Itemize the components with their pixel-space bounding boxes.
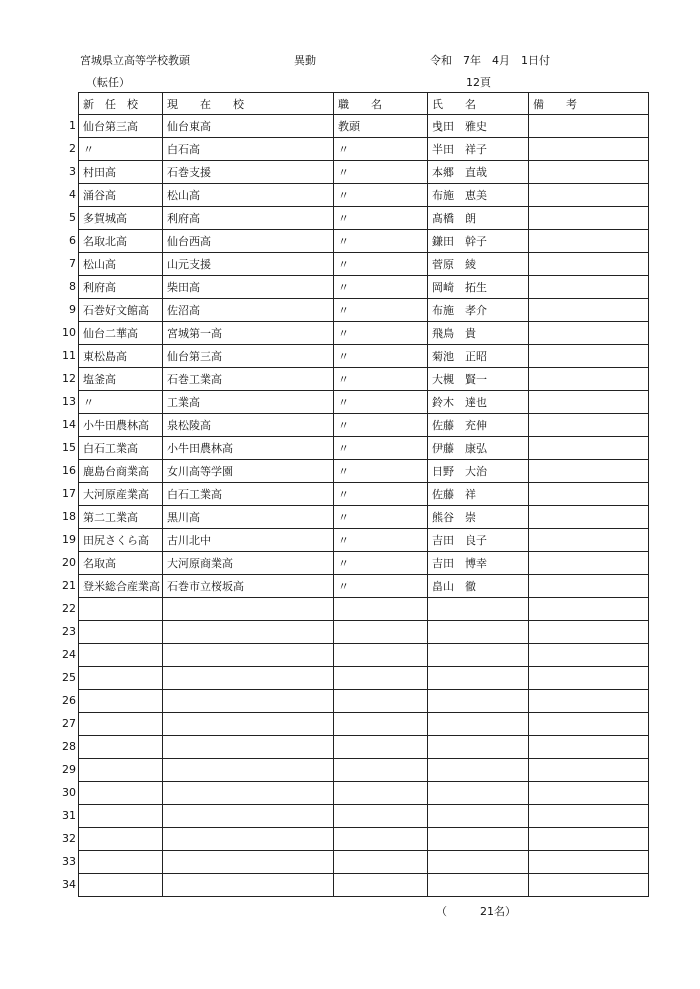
name-cell: 吉田 博幸 bbox=[428, 552, 529, 575]
position-cell: 〃 bbox=[334, 184, 428, 207]
row-number: 34 bbox=[62, 878, 76, 891]
new-school-cell: 仙台第三高 bbox=[79, 115, 163, 138]
name-cell: 畠山 徹 bbox=[428, 575, 529, 598]
new-school-cell: 松山高 bbox=[79, 253, 163, 276]
row-number: 12 bbox=[62, 372, 76, 385]
table-row bbox=[79, 552, 649, 575]
position-cell: 〃 bbox=[334, 299, 428, 322]
table-row bbox=[79, 598, 649, 621]
current-school-cell: 仙台東高 bbox=[163, 115, 334, 138]
current-school-cell bbox=[163, 713, 334, 736]
position-cell: 〃 bbox=[334, 230, 428, 253]
table-row bbox=[79, 207, 649, 230]
position-cell: 〃 bbox=[334, 460, 428, 483]
row-number: 11 bbox=[62, 349, 76, 362]
remarks-cell bbox=[529, 851, 649, 874]
name-cell: 日野 大治 bbox=[428, 460, 529, 483]
remarks-cell bbox=[529, 621, 649, 644]
new-school-cell: 大河原産業高 bbox=[79, 483, 163, 506]
name-cell: 佐藤 充伸 bbox=[428, 414, 529, 437]
new-school-cell: 第二工業高 bbox=[79, 506, 163, 529]
position-cell: 教頭 bbox=[334, 115, 428, 138]
current-school-cell: 松山高 bbox=[163, 184, 334, 207]
name-cell: 鎌田 幹子 bbox=[428, 230, 529, 253]
name-cell bbox=[428, 759, 529, 782]
row-number: 1 bbox=[69, 119, 76, 132]
effective-date: 令和 7年 4月 1日付 bbox=[430, 54, 550, 67]
current-school-cell: 佐沼高 bbox=[163, 299, 334, 322]
name-cell: 菊池 正昭 bbox=[428, 345, 529, 368]
new-school-cell: 石巻好文館高 bbox=[79, 299, 163, 322]
row-number: 13 bbox=[62, 395, 76, 408]
new-school-cell bbox=[79, 759, 163, 782]
current-school-cell bbox=[163, 621, 334, 644]
position-cell bbox=[334, 667, 428, 690]
name-cell bbox=[428, 690, 529, 713]
row-number: 7 bbox=[69, 257, 76, 270]
name-cell: 鈴木 達也 bbox=[428, 391, 529, 414]
current-school-cell: 小牛田農林高 bbox=[163, 437, 334, 460]
row-number: 28 bbox=[62, 740, 76, 753]
remarks-cell bbox=[529, 437, 649, 460]
name-cell bbox=[428, 621, 529, 644]
remarks-cell bbox=[529, 575, 649, 598]
new-school-cell bbox=[79, 644, 163, 667]
row-number: 10 bbox=[62, 326, 76, 339]
remarks-cell bbox=[529, 138, 649, 161]
table-row bbox=[79, 690, 649, 713]
current-school-cell bbox=[163, 805, 334, 828]
table-row bbox=[79, 299, 649, 322]
remarks-cell bbox=[529, 598, 649, 621]
name-cell bbox=[428, 598, 529, 621]
table-row bbox=[79, 345, 649, 368]
remarks-cell bbox=[529, 345, 649, 368]
column-header-new-school: 新 任 校 bbox=[79, 93, 163, 115]
position-cell bbox=[334, 874, 428, 897]
name-cell: 佐藤 祥 bbox=[428, 483, 529, 506]
table-row bbox=[79, 368, 649, 391]
remarks-cell bbox=[529, 552, 649, 575]
current-school-cell: 白石高 bbox=[163, 138, 334, 161]
row-number: 23 bbox=[62, 625, 76, 638]
table-row bbox=[79, 138, 649, 161]
current-school-cell bbox=[163, 644, 334, 667]
position-cell: 〃 bbox=[334, 345, 428, 368]
table-row bbox=[79, 276, 649, 299]
table-row bbox=[79, 851, 649, 874]
position-cell: 〃 bbox=[334, 552, 428, 575]
remarks-cell bbox=[529, 207, 649, 230]
table-row bbox=[79, 115, 649, 138]
remarks-cell bbox=[529, 736, 649, 759]
position-cell: 〃 bbox=[334, 391, 428, 414]
transfer-table bbox=[78, 92, 649, 897]
new-school-cell bbox=[79, 667, 163, 690]
name-cell: 飛鳥 貴 bbox=[428, 322, 529, 345]
column-header-name: 氏 名 bbox=[428, 93, 529, 115]
new-school-cell: 利府高 bbox=[79, 276, 163, 299]
new-school-cell: 仙台二華高 bbox=[79, 322, 163, 345]
table-row bbox=[79, 667, 649, 690]
name-cell: 大槻 賢一 bbox=[428, 368, 529, 391]
table-row bbox=[79, 828, 649, 851]
new-school-cell bbox=[79, 828, 163, 851]
remarks-cell bbox=[529, 506, 649, 529]
name-cell bbox=[428, 805, 529, 828]
remarks-cell bbox=[529, 874, 649, 897]
remarks-cell bbox=[529, 322, 649, 345]
position-cell bbox=[334, 644, 428, 667]
table-row bbox=[79, 782, 649, 805]
row-number: 8 bbox=[69, 280, 76, 293]
page-number: 12頁 bbox=[466, 76, 491, 89]
table-row bbox=[79, 391, 649, 414]
name-cell: 岡崎 拓生 bbox=[428, 276, 529, 299]
table-header-row bbox=[79, 93, 649, 115]
name-cell: 髙橋 朗 bbox=[428, 207, 529, 230]
new-school-cell: 鹿島台商業高 bbox=[79, 460, 163, 483]
row-number: 14 bbox=[62, 418, 76, 431]
name-cell bbox=[428, 782, 529, 805]
remarks-cell bbox=[529, 529, 649, 552]
row-number: 3 bbox=[69, 165, 76, 178]
remarks-cell bbox=[529, 644, 649, 667]
position-cell: 〃 bbox=[334, 506, 428, 529]
name-cell: 本郷 直哉 bbox=[428, 161, 529, 184]
row-number: 19 bbox=[62, 533, 76, 546]
new-school-cell: 〃 bbox=[79, 138, 163, 161]
table-row bbox=[79, 230, 649, 253]
position-cell: 〃 bbox=[334, 437, 428, 460]
new-school-cell bbox=[79, 598, 163, 621]
table-row bbox=[79, 161, 649, 184]
new-school-cell bbox=[79, 621, 163, 644]
position-cell: 〃 bbox=[334, 276, 428, 299]
column-header-position: 職 名 bbox=[334, 93, 428, 115]
name-cell: 熊谷 崇 bbox=[428, 506, 529, 529]
row-number: 20 bbox=[62, 556, 76, 569]
row-number: 5 bbox=[69, 211, 76, 224]
new-school-cell bbox=[79, 874, 163, 897]
position-cell bbox=[334, 782, 428, 805]
row-number: 26 bbox=[62, 694, 76, 707]
position-cell bbox=[334, 598, 428, 621]
remarks-cell bbox=[529, 230, 649, 253]
row-number: 33 bbox=[62, 855, 76, 868]
name-cell bbox=[428, 851, 529, 874]
position-cell bbox=[334, 805, 428, 828]
column-header-current-school: 現 在 校 bbox=[163, 93, 334, 115]
new-school-cell bbox=[79, 690, 163, 713]
current-school-cell: 黒川高 bbox=[163, 506, 334, 529]
remarks-cell bbox=[529, 667, 649, 690]
current-school-cell bbox=[163, 851, 334, 874]
table-row bbox=[79, 736, 649, 759]
name-cell: 曵田 雅史 bbox=[428, 115, 529, 138]
remarks-cell bbox=[529, 690, 649, 713]
new-school-cell: 登米総合産業高 bbox=[79, 575, 163, 598]
table-row bbox=[79, 253, 649, 276]
new-school-cell: 村田高 bbox=[79, 161, 163, 184]
new-school-cell: 名取北高 bbox=[79, 230, 163, 253]
remarks-cell bbox=[529, 161, 649, 184]
position-cell bbox=[334, 851, 428, 874]
remarks-cell bbox=[529, 828, 649, 851]
table-row bbox=[79, 805, 649, 828]
remarks-cell bbox=[529, 184, 649, 207]
table-row bbox=[79, 874, 649, 897]
table-row bbox=[79, 621, 649, 644]
current-school-cell: 仙台西高 bbox=[163, 230, 334, 253]
new-school-cell: 田尻さくら高 bbox=[79, 529, 163, 552]
new-school-cell bbox=[79, 851, 163, 874]
row-number: 9 bbox=[69, 303, 76, 316]
name-cell bbox=[428, 874, 529, 897]
new-school-cell: 涌谷高 bbox=[79, 184, 163, 207]
new-school-cell bbox=[79, 713, 163, 736]
current-school-cell: 石巻市立桜坂高 bbox=[163, 575, 334, 598]
current-school-cell: 白石工業高 bbox=[163, 483, 334, 506]
current-school-cell bbox=[163, 736, 334, 759]
new-school-cell: 白石工業高 bbox=[79, 437, 163, 460]
row-number: 22 bbox=[62, 602, 76, 615]
current-school-cell: 石巻支援 bbox=[163, 161, 334, 184]
current-school-cell: 泉松陵高 bbox=[163, 414, 334, 437]
remarks-cell bbox=[529, 115, 649, 138]
name-cell: 半田 祥子 bbox=[428, 138, 529, 161]
current-school-cell: 工業高 bbox=[163, 391, 334, 414]
remarks-cell bbox=[529, 805, 649, 828]
current-school-cell: 仙台第三高 bbox=[163, 345, 334, 368]
current-school-cell: 古川北中 bbox=[163, 529, 334, 552]
row-number: 21 bbox=[62, 579, 76, 592]
name-cell bbox=[428, 667, 529, 690]
position-cell: 〃 bbox=[334, 161, 428, 184]
current-school-cell: 利府高 bbox=[163, 207, 334, 230]
new-school-cell: 塩釜高 bbox=[79, 368, 163, 391]
position-cell bbox=[334, 621, 428, 644]
current-school-cell bbox=[163, 874, 334, 897]
name-cell: 菅原 綾 bbox=[428, 253, 529, 276]
remarks-cell bbox=[529, 759, 649, 782]
remarks-cell bbox=[529, 253, 649, 276]
transfer-type-label: （転任） bbox=[86, 76, 130, 89]
remarks-cell bbox=[529, 414, 649, 437]
table-row bbox=[79, 713, 649, 736]
position-cell bbox=[334, 690, 428, 713]
name-cell bbox=[428, 828, 529, 851]
table-row bbox=[79, 483, 649, 506]
row-number: 29 bbox=[62, 763, 76, 776]
row-number: 15 bbox=[62, 441, 76, 454]
remarks-cell bbox=[529, 368, 649, 391]
table-row bbox=[79, 414, 649, 437]
row-number: 18 bbox=[62, 510, 76, 523]
remarks-cell bbox=[529, 276, 649, 299]
table-row bbox=[79, 460, 649, 483]
table-row bbox=[79, 184, 649, 207]
table-row bbox=[79, 322, 649, 345]
current-school-cell: 大河原商業高 bbox=[163, 552, 334, 575]
new-school-cell bbox=[79, 736, 163, 759]
row-number: 2 bbox=[69, 142, 76, 155]
position-cell bbox=[334, 828, 428, 851]
row-number: 27 bbox=[62, 717, 76, 730]
current-school-cell: 柴田高 bbox=[163, 276, 334, 299]
row-number: 32 bbox=[62, 832, 76, 845]
new-school-cell bbox=[79, 782, 163, 805]
new-school-cell: 東松島高 bbox=[79, 345, 163, 368]
position-cell: 〃 bbox=[334, 575, 428, 598]
current-school-cell: 宮城第一高 bbox=[163, 322, 334, 345]
new-school-cell: 〃 bbox=[79, 391, 163, 414]
current-school-cell bbox=[163, 667, 334, 690]
row-number: 31 bbox=[62, 809, 76, 822]
name-cell: 伊藤 康弘 bbox=[428, 437, 529, 460]
position-cell: 〃 bbox=[334, 138, 428, 161]
position-cell: 〃 bbox=[334, 483, 428, 506]
document-title: 異動 bbox=[294, 54, 316, 67]
row-number: 17 bbox=[62, 487, 76, 500]
row-number: 24 bbox=[62, 648, 76, 661]
row-number: 4 bbox=[69, 188, 76, 201]
name-cell: 吉田 良子 bbox=[428, 529, 529, 552]
table-row bbox=[79, 575, 649, 598]
name-cell bbox=[428, 736, 529, 759]
row-number: 30 bbox=[62, 786, 76, 799]
position-cell bbox=[334, 759, 428, 782]
remarks-cell bbox=[529, 460, 649, 483]
table-row bbox=[79, 644, 649, 667]
row-number: 16 bbox=[62, 464, 76, 477]
row-number: 25 bbox=[62, 671, 76, 684]
remarks-cell bbox=[529, 713, 649, 736]
table-row bbox=[79, 506, 649, 529]
position-cell: 〃 bbox=[334, 322, 428, 345]
new-school-cell: 名取高 bbox=[79, 552, 163, 575]
current-school-cell bbox=[163, 828, 334, 851]
new-school-cell: 小牛田農林高 bbox=[79, 414, 163, 437]
current-school-cell bbox=[163, 690, 334, 713]
organization-title: 宮城県立高等学校教頭 bbox=[80, 54, 190, 67]
remarks-cell bbox=[529, 299, 649, 322]
table-row bbox=[79, 759, 649, 782]
current-school-cell bbox=[163, 782, 334, 805]
new-school-cell bbox=[79, 805, 163, 828]
position-cell: 〃 bbox=[334, 253, 428, 276]
remarks-cell bbox=[529, 391, 649, 414]
new-school-cell: 多賀城高 bbox=[79, 207, 163, 230]
name-cell: 布施 孝介 bbox=[428, 299, 529, 322]
position-cell: 〃 bbox=[334, 207, 428, 230]
table-row bbox=[79, 529, 649, 552]
current-school-cell bbox=[163, 759, 334, 782]
name-cell bbox=[428, 644, 529, 667]
position-cell bbox=[334, 736, 428, 759]
position-cell: 〃 bbox=[334, 414, 428, 437]
current-school-cell: 山元支援 bbox=[163, 253, 334, 276]
name-cell bbox=[428, 713, 529, 736]
current-school-cell bbox=[163, 598, 334, 621]
name-cell: 布施 恵美 bbox=[428, 184, 529, 207]
current-school-cell: 女川高等学園 bbox=[163, 460, 334, 483]
position-cell bbox=[334, 713, 428, 736]
column-header-remarks: 備 考 bbox=[529, 93, 649, 115]
remarks-cell bbox=[529, 483, 649, 506]
position-cell: 〃 bbox=[334, 368, 428, 391]
current-school-cell: 石巻工業高 bbox=[163, 368, 334, 391]
remarks-cell bbox=[529, 782, 649, 805]
table-row bbox=[79, 437, 649, 460]
total-count: （ 21名） bbox=[436, 905, 516, 918]
row-number: 6 bbox=[69, 234, 76, 247]
position-cell: 〃 bbox=[334, 529, 428, 552]
